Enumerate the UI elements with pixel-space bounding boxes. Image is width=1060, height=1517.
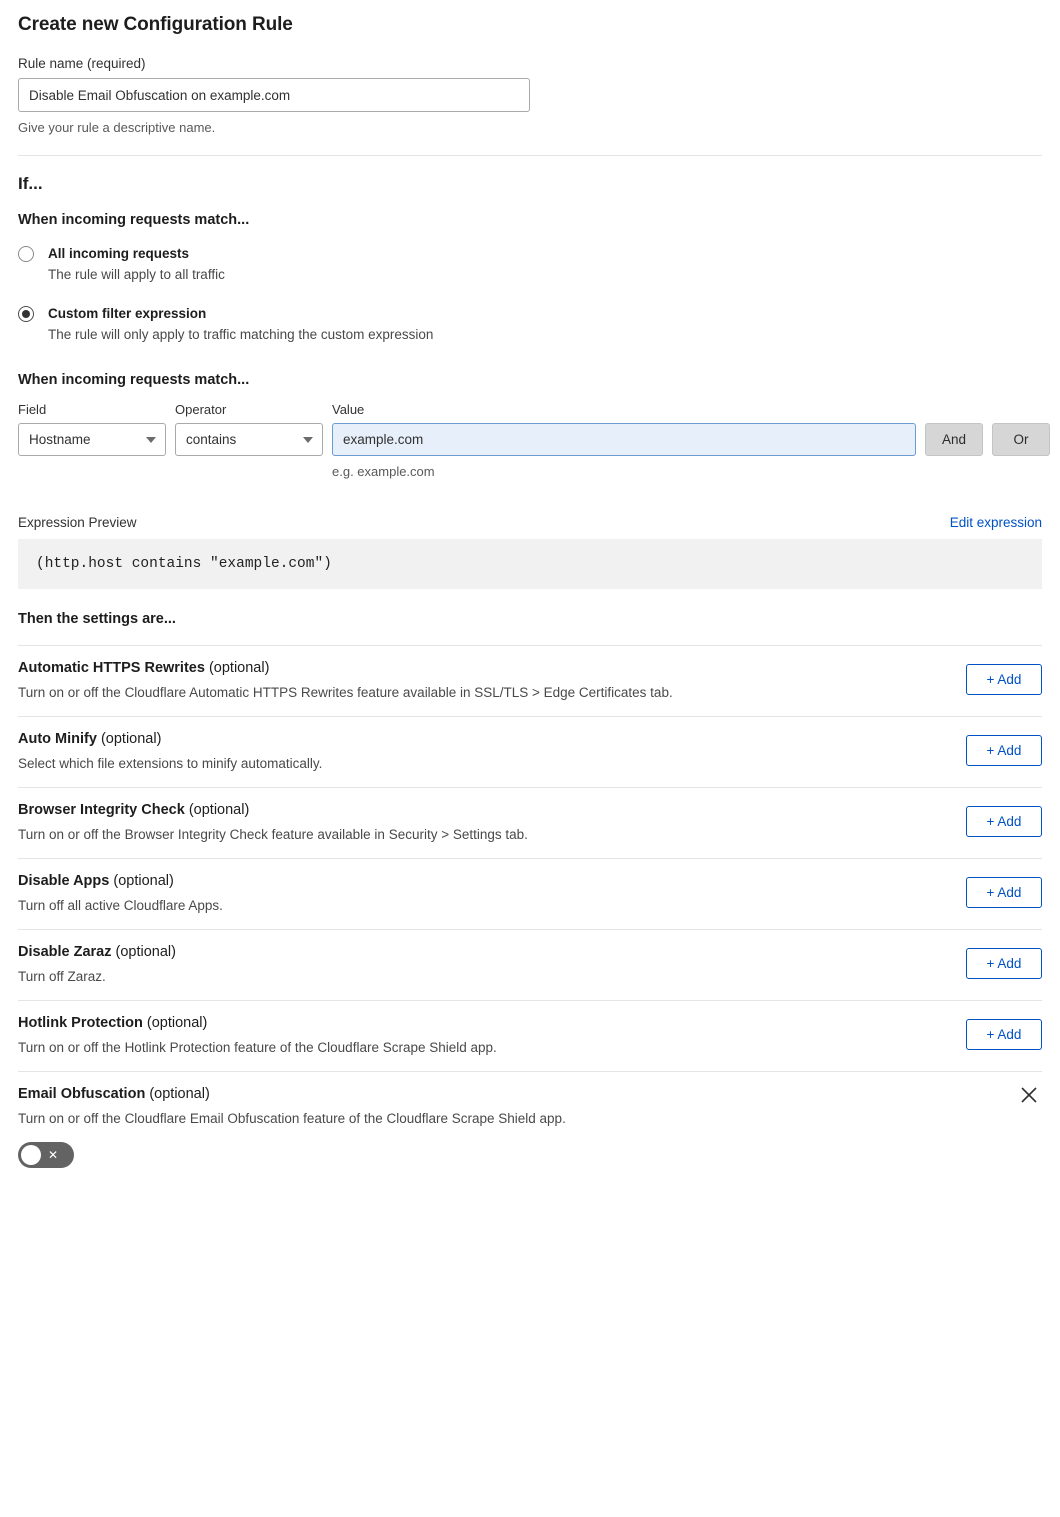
toggle-knob — [21, 1145, 41, 1165]
radio-icon-selected[interactable] — [18, 306, 34, 322]
and-spacer — [925, 402, 983, 417]
setting-title — [18, 1086, 1042, 1102]
setting-title — [18, 944, 1042, 960]
radio-all-desc: The rule will apply to all traffic — [48, 266, 225, 282]
add-button[interactable]: + Add — [966, 1019, 1042, 1050]
setting-browser-integrity-check — [18, 787, 1042, 858]
add-button[interactable]: + Add — [966, 735, 1042, 766]
operator-label: Operator — [175, 402, 227, 418]
then-settings-heading: Then the settings are... — [18, 611, 176, 628]
setting-name: Disable Zaraz — [18, 944, 112, 961]
setting-name: Hotlink Protection — [18, 1015, 143, 1032]
setting-title — [18, 731, 1042, 747]
setting-disable-apps — [18, 858, 1042, 929]
page-title: Create new Configuration Rule — [18, 14, 293, 35]
rule-name-label: Rule name (required) — [18, 56, 146, 71]
setting-title — [18, 873, 1042, 889]
field-column — [18, 402, 166, 456]
or-button[interactable]: Or — [992, 423, 1050, 456]
operator-select-value: contains — [186, 432, 237, 448]
toggle-off-mark: ✕ — [48, 1148, 59, 1163]
value-hint: e.g. example.com — [332, 464, 435, 480]
setting-title — [18, 1015, 1042, 1031]
and-button[interactable]: And — [925, 423, 983, 456]
setting-description: Turn off all active Cloudflare Apps. — [18, 898, 223, 914]
divider-top — [18, 155, 1042, 156]
expression-preview-label: Expression Preview — [18, 515, 137, 531]
rule-name-input[interactable] — [18, 78, 530, 112]
add-button[interactable]: + Add — [966, 948, 1042, 979]
setting-optional: (optional) — [188, 802, 250, 819]
setting-optional: (optional) — [208, 660, 270, 677]
value-label: Value — [332, 402, 365, 418]
add-button[interactable]: + Add — [966, 877, 1042, 908]
setting-name: Automatic HTTPS Rewrites — [18, 660, 205, 677]
rule-name-group — [18, 56, 1042, 135]
operator-column — [175, 402, 323, 456]
setting-name: Auto Minify — [18, 731, 97, 748]
radio-all-label: All incoming requests — [48, 246, 190, 261]
match-heading-2: When incoming requests match... — [18, 372, 250, 389]
setting-optional: (optional) — [146, 1015, 208, 1032]
setting-description: Turn on or off the Browser Integrity Check feature available in Security > Settings tab. — [18, 827, 528, 843]
setting-name: Disable Apps — [18, 873, 110, 890]
expression-builder-row — [18, 402, 1042, 479]
setting-description: Turn on or off the Hotlink Protection feature of the Cloudflare Scrape Shield app. — [18, 1040, 497, 1056]
edit-expression-link[interactable]: Edit expression — [949, 515, 1042, 531]
field-select[interactable] — [18, 423, 166, 456]
or-spacer — [992, 402, 1050, 417]
setting-name: Browser Integrity Check — [18, 802, 185, 819]
expression-preview-header — [18, 515, 1042, 530]
expression-preview-box: (http.host contains "example.com") — [18, 539, 1042, 589]
if-section-heading: If... — [18, 174, 43, 193]
setting-description: Select which file extensions to minify automatically. — [18, 756, 323, 772]
setting-optional: (optional) — [100, 731, 162, 748]
radio-icon-unselected[interactable] — [18, 246, 34, 262]
field-label: Field — [18, 402, 47, 418]
email-obfuscation-toggle[interactable] — [18, 1142, 74, 1168]
or-column — [992, 402, 1050, 456]
setting-optional: (optional) — [113, 873, 174, 890]
setting-description: Turn on or off the Cloudflare Email Obfuscation feature of the Cloudflare Scrape Shield app. — [18, 1111, 566, 1127]
setting-description: Turn on or off the Cloudflare Automatic HTTPS Rewrites feature available in SSL/TLS > Edge Certificates tab. — [18, 685, 673, 701]
radio-custom-desc: The rule will only apply to traffic matching the custom expression — [48, 326, 434, 342]
setting-title — [18, 802, 1042, 818]
setting-email-obfuscation — [18, 1071, 1042, 1184]
match-heading-1: When incoming requests match... — [18, 212, 250, 228]
rule-name-help: Give your rule a descriptive name. — [18, 120, 216, 135]
value-column — [332, 402, 916, 479]
setting-optional: (optional) — [115, 944, 176, 961]
and-column — [925, 402, 983, 456]
setting-description: Turn off Zaraz. — [18, 969, 106, 985]
chevron-down-icon — [146, 437, 156, 443]
chevron-down-icon — [303, 437, 313, 443]
radio-custom-label: Custom filter expression — [48, 306, 207, 322]
add-button[interactable]: + Add — [966, 806, 1042, 837]
setting-auto-minify — [18, 716, 1042, 787]
setting-automatic-https-rewrites — [18, 645, 1042, 716]
setting-name: Email Obfuscation — [18, 1086, 146, 1103]
operator-select[interactable] — [175, 423, 323, 456]
radio-custom-filter-expression[interactable] — [18, 304, 1042, 344]
close-icon[interactable] — [1018, 1084, 1040, 1106]
setting-title — [18, 660, 1042, 676]
add-button[interactable]: + Add — [966, 664, 1042, 695]
radio-all-incoming-requests[interactable] — [18, 244, 1042, 284]
setting-hotlink-protection — [18, 1000, 1042, 1071]
value-input[interactable] — [332, 423, 916, 456]
setting-optional: (optional) — [149, 1086, 210, 1103]
setting-disable-zaraz — [18, 929, 1042, 1000]
field-select-value: Hostname — [29, 432, 91, 448]
